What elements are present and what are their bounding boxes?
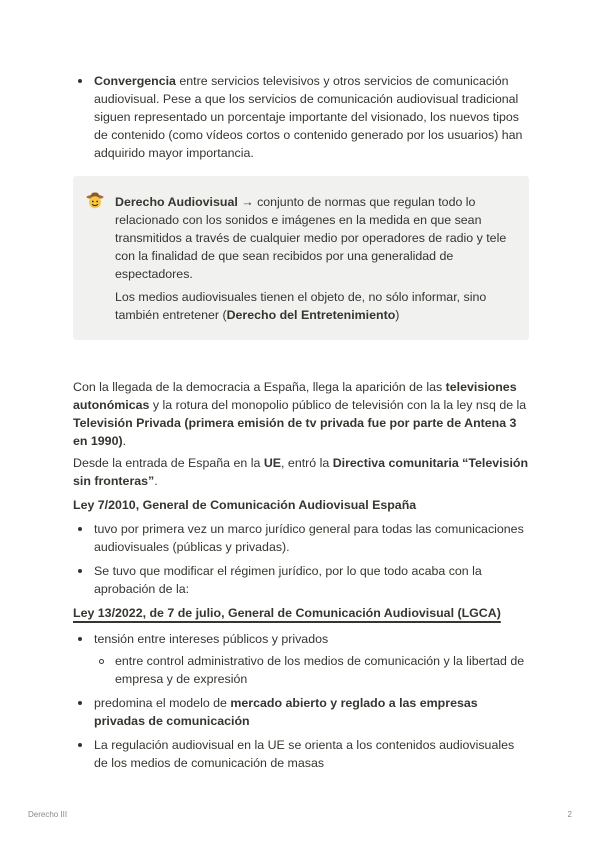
heading-ley-2022-text: Ley 13/2022, de 7 de julio, General de Comunicación Audiovisual (LGCA) [73, 606, 501, 620]
callout-title: Derecho Audiovisual [115, 195, 238, 209]
para2-bold-1: UE [263, 456, 282, 470]
mercado-text: predomina el modelo de [94, 696, 231, 710]
convergencia-term: Convergencia [94, 74, 176, 88]
heading-ley-2010 [73, 496, 529, 514]
callout-derecho-audiovisual [73, 176, 529, 340]
list-item: Se tuvo que modificar el régimen jurídico, por lo que todo acaba con la aprobación de la: [73, 562, 529, 598]
para2-text-2: , entró la [281, 456, 333, 470]
list-item-convergencia [73, 72, 529, 162]
footer-title: Derecho III [28, 810, 68, 819]
list-item-regulacion: La regulación audiovisual en la UE se orienta a los contenidos audiovisuales de los medios de comunicación de masas [73, 736, 529, 772]
callout-p2-end: ) [395, 308, 400, 322]
paragraph-democracia [73, 378, 529, 450]
callout-paragraph-2 [115, 288, 515, 324]
callout-definition-text: conjunto de normas que regulan todo lo relacionado con los sonidos e imágenes en la medida en que sean transmitidos a través de cualquier medio por operadores de radio y tele con la finalidad de que sean recibidos por una generalidad de espectadores. [115, 195, 507, 281]
para1-text-1: Con la llegada de la democracia a España, llega la aparición de las [73, 380, 446, 394]
sub-list [94, 652, 529, 688]
sub-list-item: entre control administrativo de los medios de comunicación y la libertad de empresa y de expresión [94, 652, 529, 688]
callout-body [115, 193, 515, 324]
para1-text-2: y la rotura del monopolio público de televisión con la la ley nsq de la [149, 398, 527, 412]
heading-ley-2010-text: Ley 7/2010, General de Comunicación Audiovisual España [73, 498, 417, 512]
list-item-tension [73, 630, 529, 688]
callout-p2-bold: Derecho del Entretenimiento [226, 308, 396, 322]
convergencia-text: entre servicios televisivos y otros servicios de comunicación audiovisual. Pese a que los servicios de comunicación audiovisual tradicional siguen representado un porcentaje importante del visionado, los nuevos tipos de contenido (como vídeos cortos o contenido generado por los usuarios) han adquirido mayor importancia. [94, 74, 523, 160]
convergencia-list [73, 72, 529, 162]
para1-text-3: . [122, 434, 127, 448]
page-number: 2 [567, 810, 572, 819]
ley-2022-list [73, 630, 529, 772]
para1-bold-1: televisiones autonómicas [73, 380, 517, 412]
list-item: tuvo por primera vez un marco jurídico general para todas las comunicaciones audiovisuales (públicas y privadas). [73, 520, 529, 556]
paragraph-ue [73, 454, 529, 490]
callout-p2-text: Los medios audiovisuales tienen el objeto de, no sólo informar, sino también entretener ( [115, 290, 487, 322]
ley-2010-list [73, 520, 529, 598]
para2-text-1: Desde la entrada de España en la [73, 456, 264, 470]
list-item-mercado [73, 694, 529, 730]
mercado-bold: mercado abierto y reglado a las empresas privadas de comunicación [94, 696, 478, 728]
heading-ley-2022 [73, 604, 529, 622]
arrow: → [237, 195, 258, 209]
para1-bold-2: Televisión Privada (primera emisión de tv privada fue por parte de Antena 3 en 1990) [73, 416, 517, 448]
tension-text: tensión entre intereses públicos y privados [94, 632, 329, 646]
cowboy-emoji-icon [86, 191, 104, 209]
para2-text-3: . [154, 474, 158, 488]
para2-bold-2: Directiva comunitaria “Televisión sin fronteras” [73, 456, 529, 488]
callout-definition [115, 193, 515, 283]
